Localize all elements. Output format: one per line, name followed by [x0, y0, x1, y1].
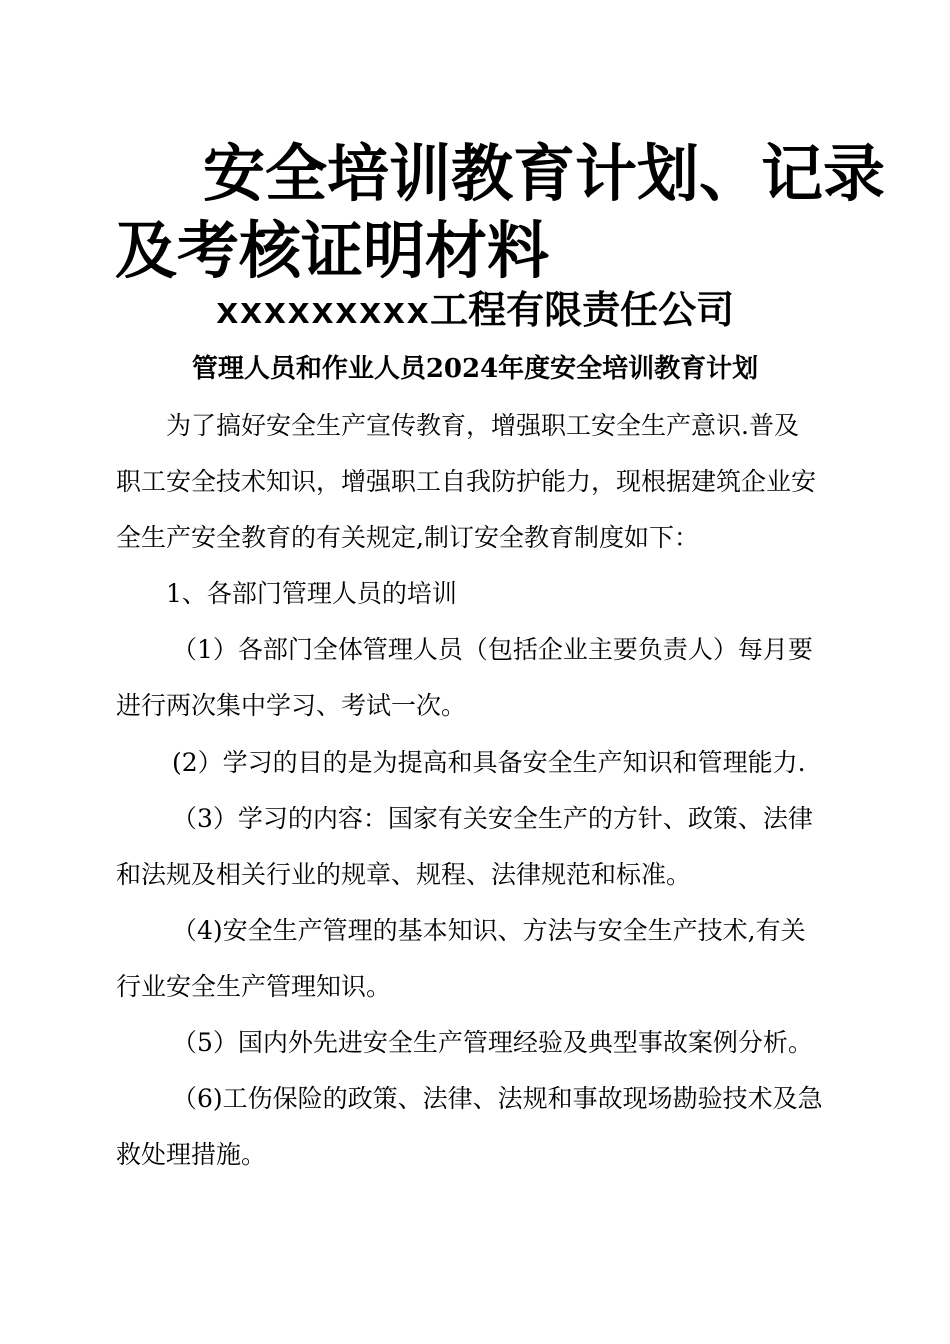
paragraph-line: 为了搞好安全生产宣传教育，增强职工安全生产意识.普及: [166, 411, 799, 440]
paragraph-line: 和法规及相关行业的规章、规程、法律规范和标准。: [116, 860, 692, 889]
paragraph-line: （3）学习的内容：国家有关安全生产的方针、政策、法律: [172, 804, 813, 833]
paragraph-line: 救处理措施。: [116, 1140, 267, 1169]
paragraph-line: （1）各部门全体管理人员（包括企业主要负责人）每月要: [172, 635, 813, 664]
paragraph-line: 行业安全生产管理知识。: [116, 972, 392, 1001]
paragraph-line: （5）国内外先进安全生产管理经验及典型事故案例分析。: [172, 1028, 813, 1057]
company-name-placeholder: xxxxxxxxx: [215, 292, 431, 335]
paragraph-line: 职工安全技术知识，增强职工自我防护能力，现根据建筑企业安: [116, 467, 817, 496]
paragraph-line: 全生产安全教育的有关规定,制订安全教育制度如下：: [116, 523, 699, 552]
paragraph-line: （4)安全生产管理的基本知识、方法与安全生产技术,有关: [172, 916, 806, 945]
paragraph-line: （6)工伤保险的政策、法律、法规和事故现场勘验技术及急: [172, 1084, 823, 1113]
section-heading: 1、各部门管理人员的培训: [166, 579, 457, 608]
document-title-line-2: 及考核证明材料: [115, 214, 550, 287]
document-title-line-1: 安全培训教育计划、记录: [203, 137, 886, 210]
paragraph-line: (2）学习的目的是为提高和具备安全生产知识和管理能力.: [172, 748, 806, 777]
company-name: [0, 282, 950, 342]
plan-title: 管理人员和作业人员2024年度安全培训教育计划: [191, 354, 759, 384]
company-name-suffix: 工程有限责任公司: [430, 287, 735, 332]
paragraph-line: 进行两次集中学习、考试一次。: [116, 691, 467, 720]
